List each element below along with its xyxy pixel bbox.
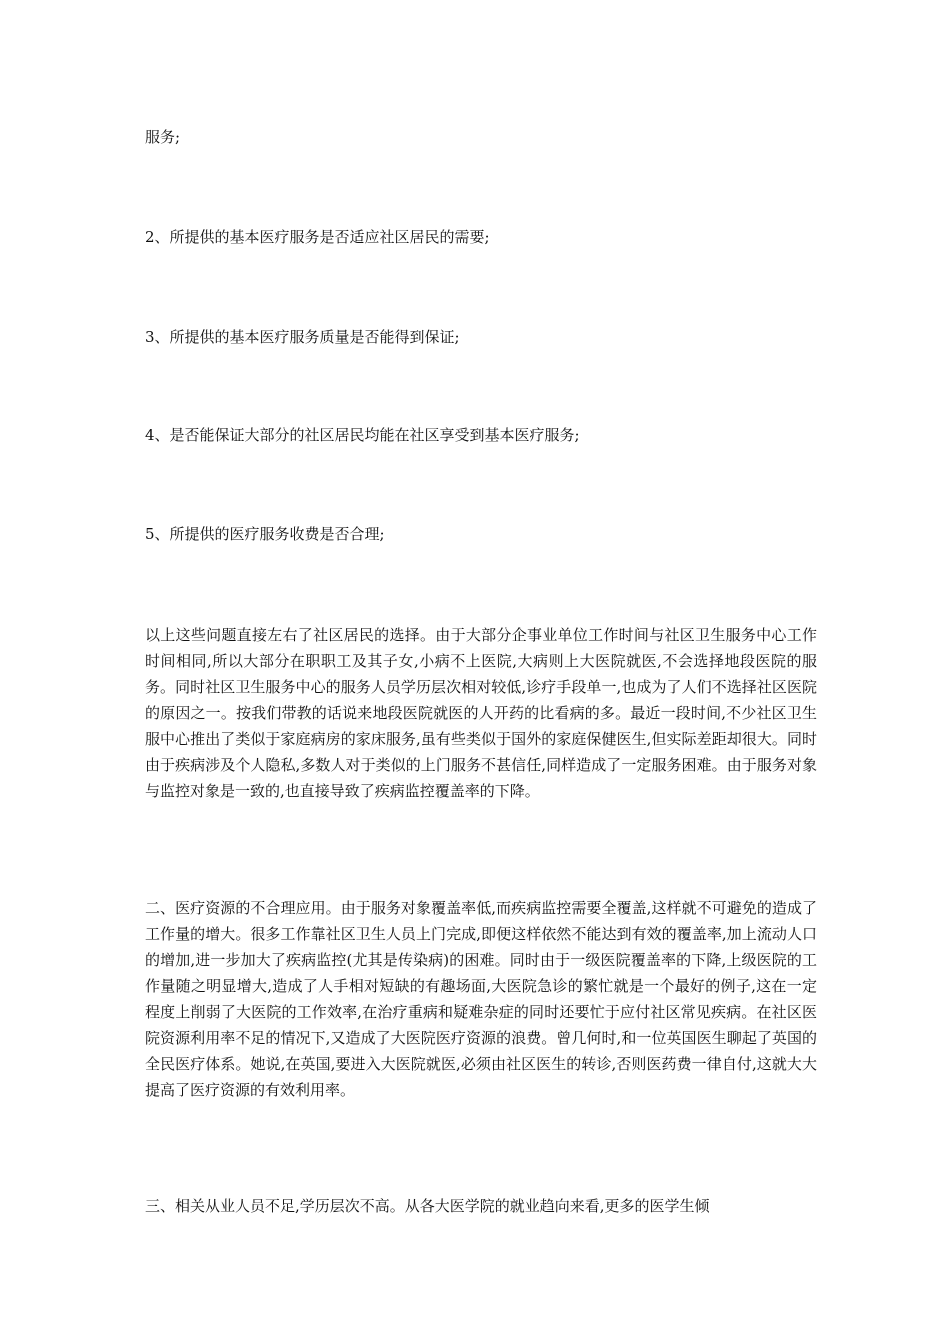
continuation-line: 服务; (145, 128, 181, 146)
list-item-4: 4、是否能保证大部分的社区居民均能在社区享受到基本医疗服务; (145, 426, 580, 444)
paragraph-resource-misuse: 二、医疗资源的不合理应用。由于服务对象覆盖率低,而疾病监控需要全覆盖,这样就不可避免的造成了工作量的增大。很多工作靠社区卫生人员上门完成,即便这样依然不能达到有效的覆盖率,加上流动人口的增加,进一步加大了疾病监控(尤其是传染病)的困难。同时由于一级医院覆盖率的下降,上级医院的工作量随之明显增大,造成了人手相对短缺的有趣场面,大医院急诊的繁忙就是一个最好的例子,这在一定程度上削弱了大医院的工作效率,在治疗重病和疑难杂症的同时还要忙于应付社区常见疾病。在社区医院资源利用率不足的情况下,又造成了大医院医疗资源的浪费。曾几何时,和一位英国医生聊起了英国的全民医疗体系。她说,在英国,要进入大医院就医,必须由社区医生的转诊,否则医药费一律自付,这就大大提高了医疗资源的有效利用率。 (145, 899, 817, 1099)
list-item-2: 2、所提供的基本医疗服务是否适应社区居民的需要; (145, 228, 490, 246)
paragraph-staff-shortage: 三、相关从业人员不足,学历层次不高。从各大医学院的就业趋向来看,更多的医学生倾 (145, 1197, 710, 1215)
list-item-3: 3、所提供的基本医疗服务质量是否能得到保证; (145, 328, 460, 346)
paragraph-community-choice: 以上这些问题直接左右了社区居民的选择。由于大部分企事业单位工作时间与社区卫生服务中心工作时间相同,所以大部分在职职工及其子女,小病不上医院,大病则上大医院就医,不会选择地段医院的服务。同时社区卫生服务中心的服务人员学历层次相对较低,诊疗手段单一,也成为了人们不选择社区医院的原因之一。按我们带教的话说来地段医院就医的人开药的比看病的多。最近一段时间,不少社区卫生服中心推出了类似于家庭病房的家床服务,虽有些类似于国外的家庭保健医生,但实际差距却很大。同时由于疾病涉及个人隐私,多数人对于类似的上门服务不甚信任,同样造成了一定服务困难。由于服务对象与监控对象是一致的,也直接导致了疾病监控覆盖率的下降。 (145, 626, 817, 800)
list-item-5: 5、所提供的医疗服务收费是否合理; (145, 525, 385, 543)
